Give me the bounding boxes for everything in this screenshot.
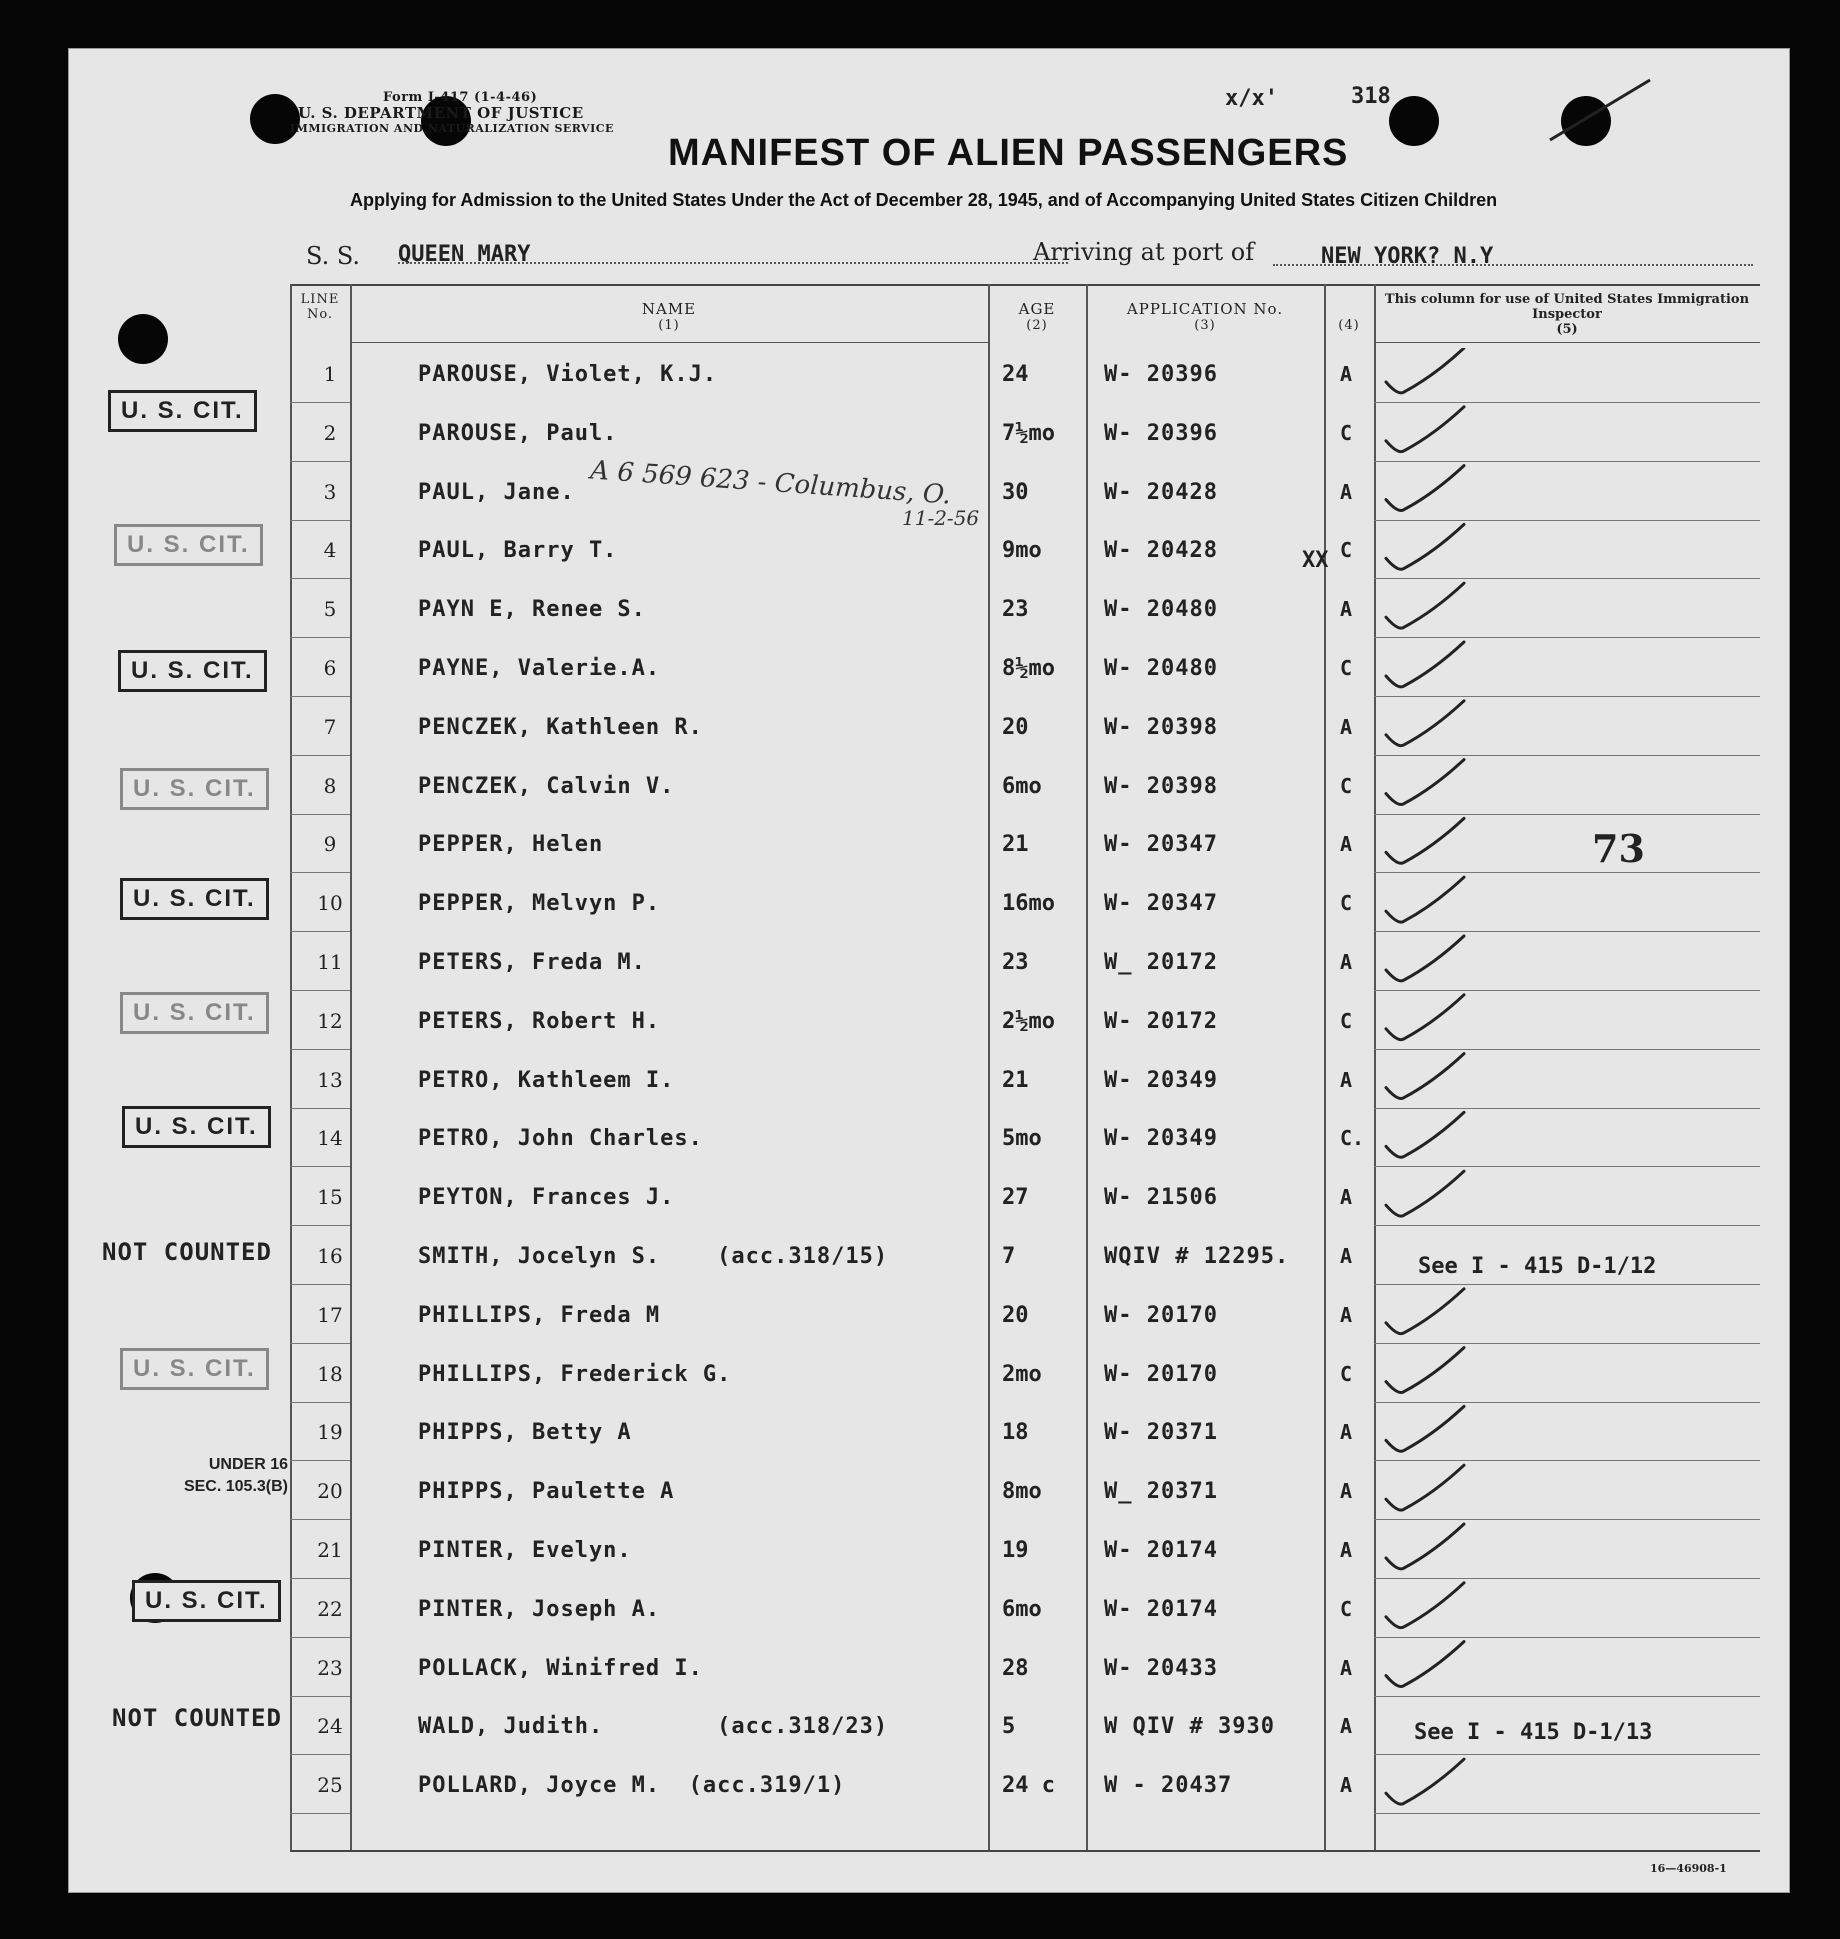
application-number: W- 20170: [1104, 1361, 1218, 1387]
application-number: W- 20347: [1104, 832, 1218, 858]
line-rule: [290, 1813, 350, 1814]
passenger-class: C: [1340, 420, 1353, 445]
passenger-class: C: [1340, 1361, 1353, 1386]
passenger-age: 5: [1002, 1714, 1016, 1740]
line-number: 3: [323, 479, 337, 504]
line-rule: [290, 1284, 350, 1285]
ship-name: QUEEN MARY: [398, 242, 531, 267]
line-number: 24: [317, 1714, 343, 1739]
application-number: W- 20349: [1104, 1067, 1218, 1093]
page-title: MANIFEST OF ALIEN PASSENGERS: [668, 132, 1349, 174]
department: U. S. DEPARTMENT OF JUSTICE: [298, 104, 584, 122]
header-underline: [1374, 342, 1760, 343]
under-16-line1: UNDER 16: [208, 1456, 288, 1473]
line-number: 12: [317, 1008, 343, 1033]
inspector-rule: [1374, 1754, 1760, 1755]
passenger-name: PINTER, Joseph A.: [418, 1596, 661, 1622]
inspector-rule: [1374, 1049, 1760, 1050]
check-mark: [1386, 348, 1464, 393]
line-rule: [290, 520, 350, 521]
corner-pen-mark: [1540, 70, 1660, 150]
passenger-class: A: [1340, 597, 1353, 622]
check-mark: [1386, 1054, 1464, 1099]
application-number: W QIV # 3930: [1104, 1714, 1275, 1740]
check-mark: [1386, 1465, 1464, 1510]
line-number: 11: [317, 950, 343, 974]
passenger-age: 18: [1002, 1420, 1029, 1446]
line-rule: [290, 1637, 350, 1638]
check-mark: [1386, 1759, 1464, 1804]
check-mark: [1386, 936, 1464, 981]
application-number: W - 20437: [1104, 1773, 1233, 1799]
header-line-no: LINE No.: [300, 292, 340, 322]
under-16-stamp: [158, 1454, 288, 1498]
check-mark: [1386, 1348, 1464, 1393]
passenger-class: A: [1340, 1244, 1353, 1268]
line-number: 21: [317, 1538, 343, 1562]
passenger-class: A: [1340, 1420, 1353, 1445]
ship-label: S. S.: [306, 242, 361, 270]
passenger-class: A: [1340, 1655, 1353, 1680]
table-bottom-rule: [290, 1850, 1760, 1852]
check-mark: [1386, 1406, 1464, 1451]
not-counted-stamp: NOT COUNTED: [102, 1238, 272, 1266]
line-rule: [290, 1402, 350, 1403]
passenger-class: A: [1340, 1538, 1353, 1562]
see-reference: See I - 415 D-1/13: [1414, 1720, 1653, 1745]
passenger-name: PETERS, Freda M.: [418, 950, 646, 975]
passenger-name: PAUL, Barry T.: [418, 538, 618, 564]
inspector-rule: [1374, 461, 1760, 462]
header-application: [1086, 300, 1324, 333]
line-number: 7: [323, 714, 337, 739]
line-number: 17: [317, 1302, 343, 1327]
passenger-class: A: [1340, 1302, 1353, 1327]
application-number: W- 20349: [1104, 1126, 1218, 1152]
under-16-line2: SEC. 105.3(B): [183, 1478, 288, 1495]
us-cit-stamp: U. S. CIT.: [122, 1106, 271, 1148]
application-number: W- 20371: [1104, 1420, 1218, 1446]
line-number: 16: [317, 1244, 343, 1268]
inspector-rule: [1374, 1578, 1760, 1579]
line-rule: [290, 1225, 350, 1226]
passenger-name: PENCZEK, Kathleen R.: [418, 714, 703, 740]
inspector-rule: [1374, 578, 1760, 579]
passenger-age: 24 c: [1002, 1773, 1055, 1799]
application-number: W- 20396: [1104, 420, 1218, 446]
not-counted-stamp: NOT COUNTED: [112, 1704, 282, 1732]
passenger-name: PHILLIPS, Freda M: [418, 1302, 661, 1328]
line-number: 1: [323, 362, 337, 386]
application-number: W- 20347: [1104, 891, 1218, 917]
check-mark: [1386, 818, 1464, 863]
passenger-name: PEPPER, Melvyn P.: [418, 891, 661, 917]
inspector-rule: [1374, 696, 1760, 697]
header-application-num: (3): [1194, 318, 1216, 333]
line-number: 23: [317, 1655, 343, 1680]
page-mark: x/x': [1225, 86, 1278, 111]
passenger-class: A: [1340, 832, 1353, 857]
passenger-name: WALD, Judith. (acc.318/23): [418, 1714, 889, 1740]
application-number: W- 20172: [1104, 1008, 1218, 1034]
inspector-rule: [1374, 872, 1760, 873]
inspector-rule: [1374, 1460, 1760, 1461]
passenger-name: PENCZEK, Calvin V.: [418, 773, 675, 799]
inspector-rule: [1374, 755, 1760, 756]
line-rule: [290, 402, 350, 403]
passenger-name: PETRO, Kathleem I.: [418, 1067, 675, 1093]
inspector-rule: [1374, 931, 1760, 932]
manifest-sheet: [68, 48, 1790, 1893]
us-cit-stamp: U. S. CIT.: [132, 1580, 281, 1622]
check-mark: [1386, 407, 1464, 452]
us-cit-stamp: U. S. CIT.: [108, 390, 257, 432]
application-number: W- 20428: [1104, 538, 1218, 564]
line-number: 20: [317, 1479, 343, 1504]
header-underline: [350, 342, 988, 343]
application-number: W- 20398: [1104, 773, 1218, 799]
passenger-age: 16mo: [1002, 891, 1055, 917]
inspector-rule: [1374, 1284, 1760, 1285]
line-rule: [290, 1343, 350, 1344]
punch-hole: [1389, 96, 1439, 146]
us-cit-stamp: U. S. CIT.: [120, 878, 269, 920]
application-number: W- 20170: [1104, 1302, 1218, 1328]
passenger-age: 6mo: [1002, 773, 1042, 799]
header-col4: [1324, 318, 1374, 333]
port-label: Arriving at port of: [1033, 238, 1255, 266]
passenger-name: PAROUSE, Paul.: [418, 420, 618, 446]
application-number: W- 20428: [1104, 479, 1218, 505]
header-name: [350, 300, 988, 333]
handwritten-alien-number: A 6 569 623 - Columbus, O.: [589, 455, 952, 511]
port-underline: [1273, 264, 1753, 266]
passenger-age: 30: [1002, 479, 1029, 505]
passenger-class: C: [1340, 773, 1353, 798]
passenger-name: PAYN E, Renee S.: [418, 597, 646, 623]
header-name-label: NAME: [641, 300, 697, 318]
application-number: WQIV # 12295.: [1104, 1244, 1290, 1269]
us-cit-stamp: U. S. CIT.: [118, 650, 267, 692]
passenger-class: A: [1340, 1714, 1353, 1739]
line-rule: [290, 1108, 350, 1109]
check-mark: [1386, 1642, 1464, 1687]
application-number: W- 20433: [1104, 1655, 1218, 1681]
header-age-label: AGE: [1018, 300, 1056, 318]
passenger-age: 21: [1002, 832, 1029, 858]
inspector-rule: [1374, 402, 1760, 403]
punch-hole: [250, 94, 300, 144]
inspector-rule: [1374, 520, 1760, 521]
passenger-name: PAYNE, Valerie.A.: [418, 656, 661, 681]
passenger-age: 28: [1002, 1655, 1029, 1681]
passenger-name: PHIPPS, Betty A: [418, 1420, 632, 1446]
application-number: W- 20174: [1104, 1538, 1218, 1563]
passenger-age: 8½mo: [1002, 656, 1055, 681]
xx-mark: XX: [1302, 548, 1329, 573]
passenger-name: POLLARD, Joyce M. (acc.319/1): [418, 1773, 846, 1799]
line-number: 13: [317, 1067, 343, 1092]
check-mark: [1386, 701, 1464, 746]
line-rule: [290, 637, 350, 638]
application-number: W- 21506: [1104, 1185, 1218, 1211]
punch-hole: [118, 314, 168, 364]
inspector-rule: [1374, 1166, 1760, 1167]
header-inspector: [1374, 292, 1760, 337]
passenger-age: 2mo: [1002, 1361, 1042, 1387]
passenger-age: 5mo: [1002, 1126, 1042, 1152]
line-number: 10: [317, 891, 343, 916]
check-mark: [1386, 1289, 1464, 1334]
us-cit-stamp: U. S. CIT.: [120, 1348, 269, 1390]
line-rule: [290, 696, 350, 697]
passenger-class: A: [1340, 1185, 1353, 1210]
passenger-age: 24: [1002, 362, 1029, 387]
us-cit-stamp: U. S. CIT.: [114, 524, 263, 566]
header-application-label: APPLICATION No.: [1126, 300, 1284, 318]
line-number: 15: [317, 1185, 343, 1210]
passenger-age: 20: [1002, 1302, 1029, 1328]
header-inspector-label: This column for use of United States Immigration Inspector: [1384, 292, 1750, 322]
line-number: 22: [317, 1596, 343, 1621]
passenger-age: 7½mo: [1002, 420, 1055, 446]
passenger-name: PINTER, Evelyn.: [418, 1538, 632, 1563]
see-reference: See I - 415 D-1/12: [1418, 1254, 1657, 1279]
passenger-class: A: [1340, 479, 1353, 504]
inspector-rule: [1374, 1637, 1760, 1638]
total-count: 73: [1592, 826, 1645, 871]
line-rule: [290, 1049, 350, 1050]
inspector-rule: [1374, 1813, 1760, 1814]
line-number: 4: [323, 538, 337, 563]
passenger-class: A: [1340, 950, 1353, 974]
passenger-name: PHIPPS, Paulette A: [418, 1479, 675, 1505]
passenger-age: 23: [1002, 597, 1029, 623]
passenger-class: A: [1340, 362, 1353, 386]
check-mark: [1386, 760, 1464, 805]
passenger-class: C: [1340, 656, 1353, 680]
line-rule: [290, 1460, 350, 1461]
passenger-class: C.: [1340, 1126, 1365, 1151]
check-mark: [1386, 1112, 1464, 1157]
application-number: W- 20174: [1104, 1596, 1218, 1622]
check-mark: [1386, 524, 1464, 569]
line-rule: [290, 872, 350, 873]
application-number: W_ 20371: [1104, 1479, 1218, 1505]
line-rule: [290, 990, 350, 991]
passenger-name: PETERS, Robert H.: [418, 1008, 661, 1034]
application-number: W- 20396: [1104, 362, 1218, 387]
line-rule: [290, 1519, 350, 1520]
inspector-rule: [1374, 1402, 1760, 1403]
passenger-age: 21: [1002, 1067, 1029, 1093]
header-inspector-num: (5): [1556, 322, 1578, 337]
line-rule: [290, 1754, 350, 1755]
application-number: W_ 20172: [1104, 950, 1218, 975]
service: IMMIGRATION AND NATURALIZATION SERVICE: [290, 122, 614, 135]
check-mark: [1386, 1524, 1464, 1569]
check-mark: [1386, 642, 1464, 687]
passenger-name: SMITH, Jocelyn S. (acc.318/15): [418, 1244, 889, 1269]
passenger-age: 9mo: [1002, 538, 1042, 564]
line-rule: [290, 1578, 350, 1579]
line-number: 14: [317, 1126, 343, 1151]
check-mark: [1386, 583, 1464, 628]
passenger-age: 6mo: [1002, 1596, 1042, 1622]
passenger-class: C: [1340, 891, 1353, 916]
application-number: W- 20480: [1104, 597, 1218, 623]
inspector-rule: [1374, 1225, 1760, 1226]
form-number: Form I-417 (1-4-46): [383, 90, 538, 105]
application-number: W- 20480: [1104, 656, 1218, 681]
passenger-name: PETRO, John Charles.: [418, 1126, 703, 1152]
line-number: 18: [317, 1361, 343, 1386]
check-mark: [1386, 877, 1464, 922]
line-rule: [290, 578, 350, 579]
ship-underline: [398, 262, 1068, 264]
passenger-name: PAROUSE, Violet, K.J.: [418, 362, 718, 387]
us-cit-stamp: U. S. CIT.: [120, 992, 269, 1034]
line-rule: [290, 1696, 350, 1697]
passenger-class: A: [1340, 1773, 1353, 1798]
line-number: 25: [317, 1773, 343, 1798]
inspector-rule: [1374, 1519, 1760, 1520]
footer-print-code: 16—46908-1: [1650, 1862, 1727, 1875]
header-age-num: (2): [1026, 318, 1048, 333]
check-mark: [1386, 995, 1464, 1040]
check-mark: [1386, 1583, 1464, 1628]
table-top-rule: [290, 284, 1760, 286]
inspector-rule: [1374, 1696, 1760, 1697]
line-rule: [290, 461, 350, 462]
header-age: [988, 300, 1086, 333]
check-mark: [1386, 1171, 1464, 1216]
inspector-rule: [1374, 637, 1760, 638]
check-mark: [1386, 466, 1464, 511]
passenger-name: PEPPER, Helen: [418, 832, 604, 858]
passenger-age: 2½mo: [1002, 1008, 1055, 1034]
application-number: W- 20398: [1104, 714, 1218, 740]
passenger-class: A: [1340, 714, 1353, 739]
line-rule: [290, 814, 350, 815]
inspector-rule: [1374, 814, 1760, 815]
passenger-age: 7: [1002, 1244, 1016, 1269]
passenger-name: PAUL, Jane.: [418, 479, 575, 505]
line-number: 2: [323, 420, 337, 445]
passenger-age: 8mo: [1002, 1479, 1042, 1505]
passenger-name: PHILLIPS, Frederick G.: [418, 1361, 732, 1387]
passenger-class: C: [1340, 538, 1353, 563]
line-rule: [290, 1166, 350, 1167]
passenger-age: 19: [1002, 1538, 1029, 1563]
passenger-name: PEYTON, Frances J.: [418, 1185, 675, 1211]
line-rule: [290, 755, 350, 756]
passenger-name: POLLACK, Winifred I.: [418, 1655, 703, 1681]
port-name: NEW YORK? N.Y: [1321, 244, 1494, 269]
passenger-class: C: [1340, 1008, 1353, 1033]
passenger-class: A: [1340, 1067, 1353, 1092]
line-number: 8: [323, 773, 337, 798]
line-number: 5: [323, 597, 337, 622]
inspector-rule: [1374, 1108, 1760, 1109]
passenger-age: 27: [1002, 1185, 1029, 1211]
line-number: 19: [317, 1420, 343, 1445]
line-rule: [290, 931, 350, 932]
inspector-rule: [1374, 1343, 1760, 1344]
line-number: 6: [323, 656, 337, 680]
handwritten-date: 11-2-56: [902, 506, 980, 530]
passenger-age: 23: [1002, 950, 1029, 975]
line-number: 9: [323, 832, 337, 857]
inspector-rule: [1374, 990, 1760, 991]
passenger-class: A: [1340, 1479, 1353, 1504]
page-subtitle: Applying for Admission to the United States Under the Act of December 28, 1945, and of Accompanying United States Citizen Children: [350, 190, 1498, 210]
us-cit-stamp: U. S. CIT.: [120, 768, 269, 810]
header-col4-num: (4): [1338, 318, 1360, 333]
passenger-age: 20: [1002, 714, 1029, 740]
passenger-class: C: [1340, 1596, 1353, 1621]
header-name-num: (1): [658, 318, 680, 333]
inspector-checkmarks: [1374, 348, 1634, 1848]
page-number: 318: [1351, 84, 1391, 109]
